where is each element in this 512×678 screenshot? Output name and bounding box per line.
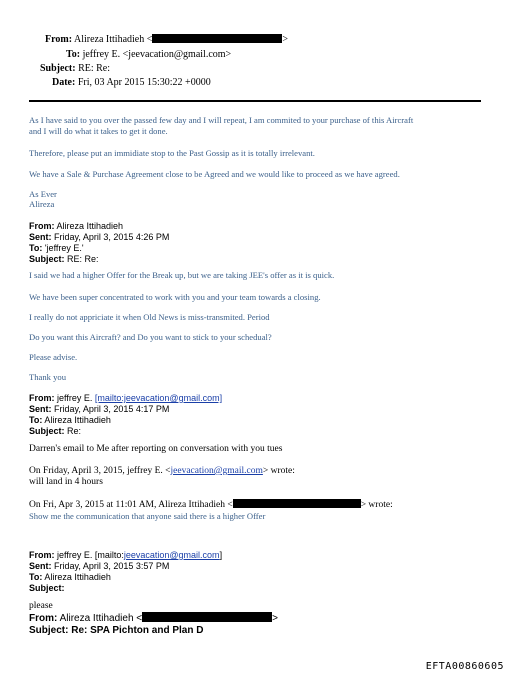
redaction-bar xyxy=(152,34,282,43)
hdr2 xyxy=(29,221,169,265)
msg3-quote1-body: will land in 4 hours xyxy=(29,477,103,487)
hdr4 xyxy=(29,550,222,594)
msg3-quote2-header xyxy=(29,499,393,510)
hdr4-from-value: jeffrey E. [mailto: xyxy=(57,550,124,560)
msg2-line1: I said we had a higher Offer for the Break up, but we are taking JEE's offer as it is quick. xyxy=(29,270,335,280)
msg2-line3: I really do not appriciate it when Old News is miss-transmited. Period xyxy=(29,312,270,322)
hdr5-subject-value: Re: SPA Pichton and Plan D xyxy=(71,625,204,636)
from-name: Alireza Ittihadieh < xyxy=(73,34,153,45)
hdr3 xyxy=(29,393,222,437)
hdr4-from xyxy=(29,550,222,561)
header-divider xyxy=(29,100,481,102)
hdr5-from xyxy=(29,612,278,625)
msg1-line4: We have a Sale & Purchase Agreement close to be Agreed and we would like to proceed as we have agreed. xyxy=(29,169,400,179)
to-label: To: xyxy=(66,49,81,60)
hdr3-sent-value: Friday, April 3, 2015 4:17 PM xyxy=(54,404,170,414)
redaction-bar xyxy=(142,612,272,622)
date-label: Date: xyxy=(52,77,76,88)
from-label: From: xyxy=(45,34,73,45)
top-subject-row xyxy=(40,63,110,74)
subject-label: Subject: xyxy=(40,63,76,74)
top-from-row xyxy=(45,34,288,45)
hdr2-subject xyxy=(29,254,169,265)
hdr2-to-value: 'jeffrey E.' xyxy=(44,243,84,253)
q1-email-link[interactable]: jeevacation@gmail.com xyxy=(170,466,263,476)
msg3-line1: Darren's email to Me after reporting on conversation with you tues xyxy=(29,444,283,454)
hdr5-subject-label: Subject: xyxy=(29,625,69,636)
hdr4-from-label: From: xyxy=(29,550,55,560)
hdr2-subject-label: Subject: xyxy=(29,254,65,264)
hdr4-sent xyxy=(29,561,222,572)
msg2-line2: We have been super concentrated to work with you and your team towards a closing. xyxy=(29,292,321,302)
date-value: Fri, 03 Apr 2015 15:30:22 +0000 xyxy=(77,77,211,88)
msg1-line2: and I will do what it takes to get it done. xyxy=(29,126,168,136)
hdr2-sent-label: Sent: xyxy=(29,232,52,242)
q1-post: > wrote: xyxy=(262,466,295,476)
hdr3-subject-value: Re: xyxy=(67,426,82,436)
subject-value: RE: Re: xyxy=(78,63,111,74)
hdr4-sent-label: Sent: xyxy=(29,561,52,571)
hdr2-from xyxy=(29,221,169,232)
msg2-line6: Thank you xyxy=(29,372,66,382)
msg1-sig2: Alireza xyxy=(29,199,55,209)
msg3-quote1-header xyxy=(29,466,295,476)
hdr5 xyxy=(29,612,278,637)
hdr3-sent xyxy=(29,404,222,415)
hdr4-to-value: Alireza Ittihadieh xyxy=(44,572,111,582)
hdr5-from-tail: > xyxy=(272,613,278,624)
hdr2-sent-value: Friday, April 3, 2015 4:26 PM xyxy=(54,232,170,242)
hdr2-to xyxy=(29,243,169,254)
hdr4-email-link[interactable]: jeevacation@gmail.com xyxy=(123,550,220,560)
hdr5-subject xyxy=(29,625,278,637)
hdr4-subject-label: Subject: xyxy=(29,583,65,593)
hdr2-subject-value: RE: Re: xyxy=(67,254,99,264)
hdr4-subject xyxy=(29,583,222,594)
msg4-line1: please xyxy=(29,601,53,611)
msg2-line5: Please advise. xyxy=(29,352,78,362)
msg1-line3: Therefore, please put an immidiate stop to the Past Gossip as it is totally irrelevant. xyxy=(29,148,315,158)
bates-number: EFTA00860605 xyxy=(425,661,504,672)
hdr3-sent-label: Sent: xyxy=(29,404,52,414)
hdr3-subject xyxy=(29,426,222,437)
hdr2-from-label: From: xyxy=(29,221,55,231)
hdr3-from-label: From: xyxy=(29,393,55,403)
msg2-line4: Do you want this Aircraft? and Do you want to stick to your schedual? xyxy=(29,332,272,342)
hdr3-to-value: Alireza Ittihadieh xyxy=(44,415,111,425)
top-to-row xyxy=(66,49,231,60)
top-date-row xyxy=(52,77,211,88)
hdr2-from-value: Alireza Ittihadieh xyxy=(56,221,124,231)
hdr4-to xyxy=(29,572,222,583)
q1-pre: On Friday, April 3, 2015, jeffrey E. < xyxy=(29,466,171,476)
hdr4-from-tail: ] xyxy=(219,550,223,560)
hdr3-mailto-link[interactable]: [mailto:jeevacation@gmail.com] xyxy=(94,393,223,403)
redaction-bar xyxy=(233,499,361,508)
hdr2-to-label: To: xyxy=(29,243,43,253)
q2-post: > wrote: xyxy=(360,500,393,510)
from-tail: > xyxy=(282,34,289,45)
top-header xyxy=(0,0,512,95)
msg1-line1: As I have said to you over the passed few day and I will repeat, I am commited to your purchase of this Aircraft xyxy=(29,115,414,125)
hdr2-sent xyxy=(29,232,169,243)
hdr3-to-label: To: xyxy=(29,415,43,425)
hdr3-subject-label: Subject: xyxy=(29,426,65,436)
msg3-quote2-body: Show me the communication that anyone said there is a higher Offer xyxy=(29,511,266,521)
to-value: jeffrey E. <jeevacation@gmail.com> xyxy=(82,49,232,60)
q2-pre: On Fri, Apr 3, 2015 at 11:01 AM, Alireza Ittihadieh < xyxy=(29,500,233,510)
hdr3-from xyxy=(29,393,222,404)
hdr3-to xyxy=(29,415,222,426)
msg1-sig1: As Ever xyxy=(29,189,57,199)
hdr3-from-value: jeffrey E. xyxy=(57,393,93,403)
hdr5-from-value: Alireza Ittihadieh < xyxy=(59,613,143,624)
hdr4-sent-value: Friday, April 3, 2015 3:57 PM xyxy=(54,561,170,571)
hdr5-from-label: From: xyxy=(29,613,58,624)
hdr4-to-label: To: xyxy=(29,572,43,582)
